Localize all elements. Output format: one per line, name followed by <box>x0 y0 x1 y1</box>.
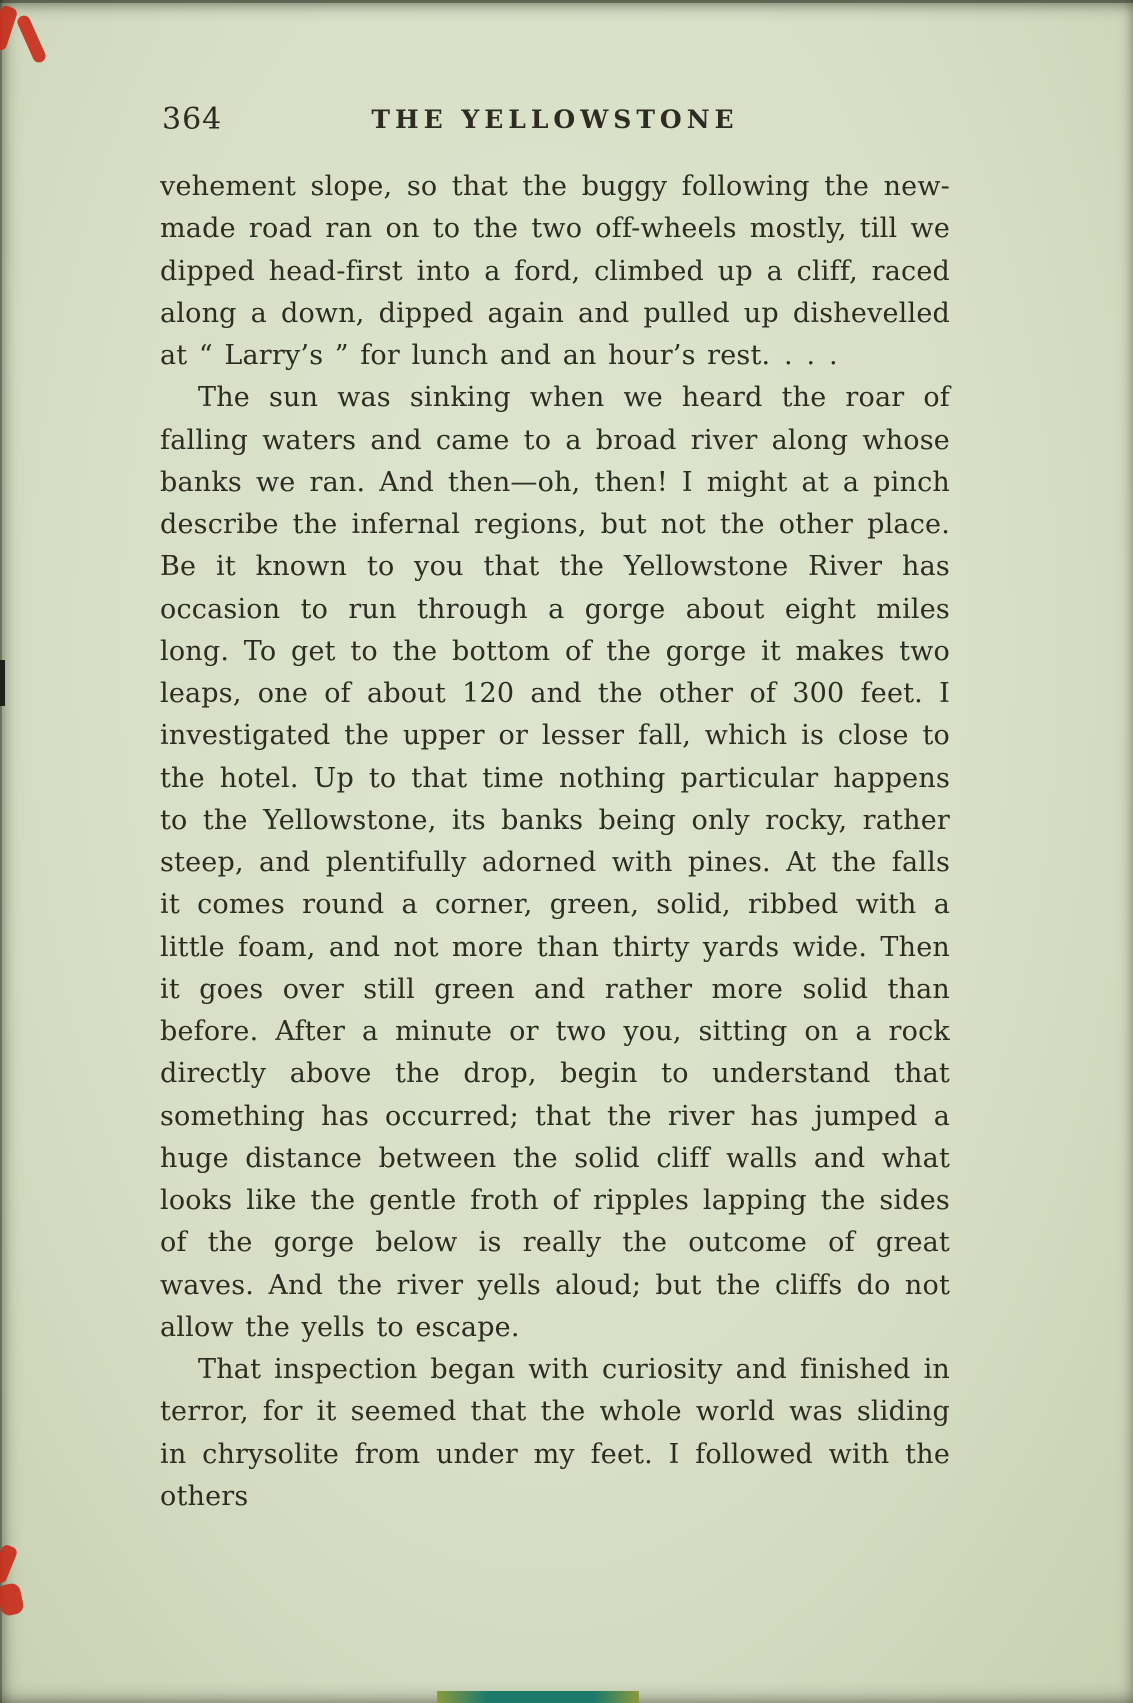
page-body <box>160 166 950 1518</box>
red-ink-mark-bottom-left-1 <box>0 1543 19 1584</box>
scan-edge-left <box>0 0 2 1703</box>
running-header: THE YELLOWSTONE <box>371 105 739 134</box>
scan-artifact-left-edge-mark <box>0 660 5 706</box>
page-number: 364 <box>162 102 223 137</box>
paragraph: The sun was sinking when we heard the roar of falling waters and came to a broad river along whose banks we ran. And then—oh, then! I might at a pinch describe the infernal regions, but not the other place. Be it known to you that the Yellowstone River has occasion to run through a gorge about eight miles long. To get to the bottom of the gorge it makes two leaps, one of about 120 and the other of 300 feet. I investigated the upper or lesser fall, which is close to the hotel. Up to that time nothing particular happens to the Yellowstone, its banks being only rocky, rather steep, and plentifully adorned with pines. At the falls it comes round a corner, green, solid, ribbed with a little foam, and not more than thirty yards wide. Then it goes over still green and rather more solid than before. After a minute or two you, sitting on a rock directly above the drop, begin to understand that something has occurred; that the river has jumped a huge distance between the solid cliff walls and what looks like the gentle froth of ripples lapping the sides of the gorge below is really the outcome of great waves. And the river yells aloud; but the cliffs do not allow the yells to escape. <box>160 382 950 1343</box>
scan-artifact-bottom-strip <box>437 1691 639 1703</box>
paragraph: That inspection began with curiosity and finished in terror, for it seemed that the whole world was sliding in chrysolite from under my feet. I followed with the others <box>160 1354 950 1512</box>
paragraph: vehement slope, so that the buggy following the new-made road ran on to the two off-wheels mostly, till we dipped head-first into a ford, climbed up a cliff, raced along a down, dipped again and pulled up dishevelled at “ Larry’s ” for lunch and an hour’s rest. . . . <box>160 171 950 371</box>
red-ink-mark-bottom-left-2 <box>0 1582 25 1617</box>
scan-edge-top <box>0 0 1133 3</box>
page-header <box>160 100 950 142</box>
